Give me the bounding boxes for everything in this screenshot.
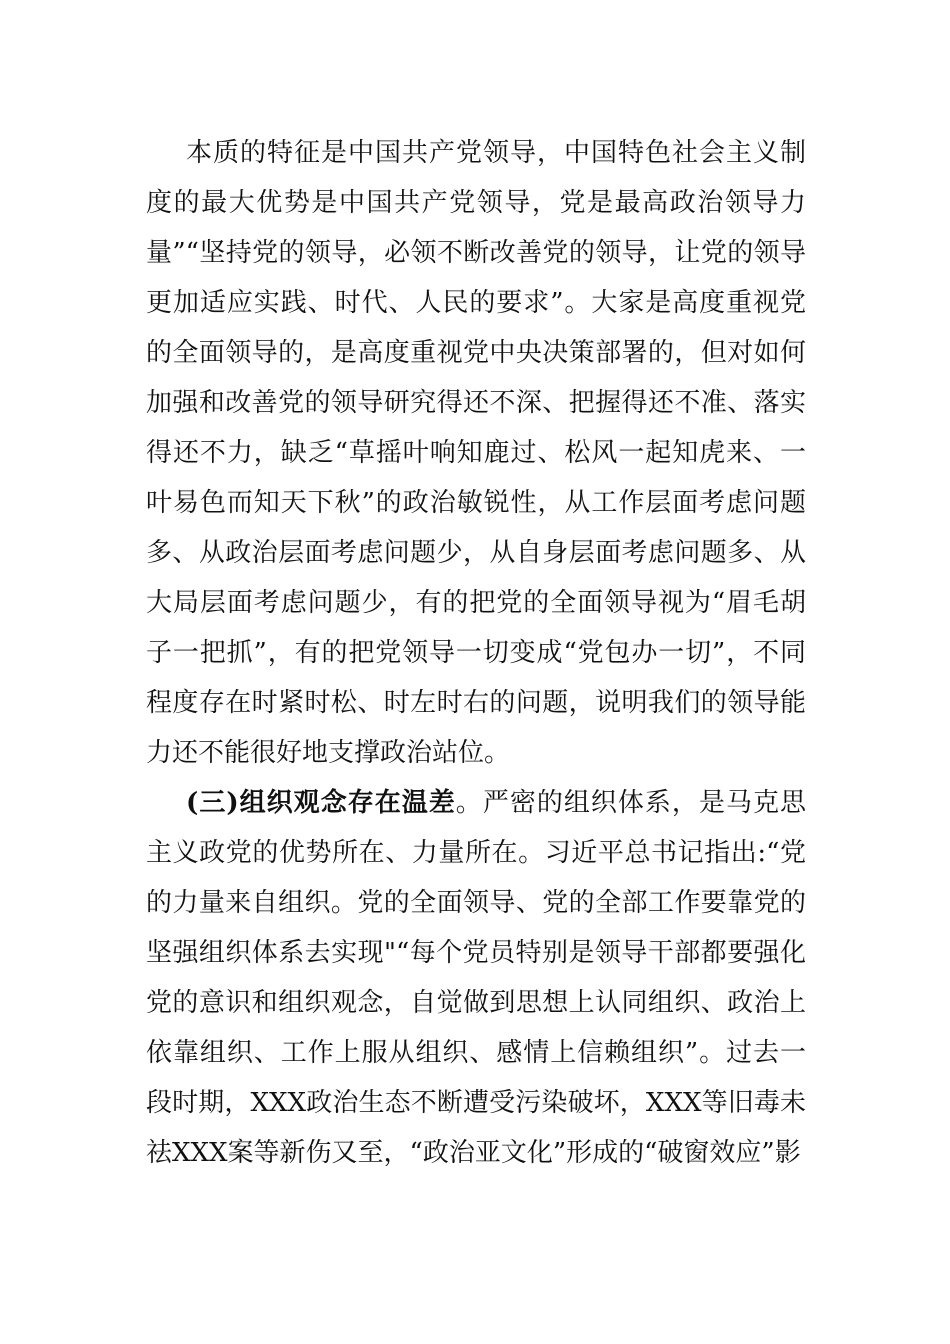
section-heading: (三)组织观念存在温差	[186, 788, 456, 818]
paragraph-2	[146, 778, 806, 1178]
paragraph-1	[146, 128, 806, 778]
document-body	[146, 128, 806, 1178]
paragraph-1-text: 本质的特征是中国共产党领导，中国特色社会主义制度的最大优势是中国共产党领导，党是最高政治领导力量”“坚持党的领导，必领不断改善党的领导，让党的领导更加适应实践、时代、人民的要求”。大家是高度重视党的全面领导的，是高度重视党中央决策部署的，但对如何加强和改善党的领导研究得还不深、把握得还不准、落实得还不力，缺乏“草摇叶响知鹿过、松风一起知虎来、一叶易色而知天下秋”的政治敏锐性，从工作层面考虑问题多、从政治层面考虑问题少，从自身层面考虑问题多、从大局层面考虑问题少，有的把党的全面领导视为“眉毛胡子一把抓”，有的把党领导一切变成“党包办一切”，不同程度存在时紧时松、时左时右的问题，说明我们的领导能力还不能很好地支撑政治站位。	[146, 138, 806, 768]
paragraph-2-text: 。严密的组织体系，是马克思主义政党的优势所在、力量所在。习近平总书记指出:“党的力量来自组织。党的全面领导、党的全部工作要靠党的坚强组织体系去实现"“每个党员特别是领导干部都要强化党的意识和组织观念，自觉做到思想上认同组织、政治上依靠组织、工作上服从组织、感情上信赖组织”。过去一段时期，XXX政治生态不断遭受污染破坏，XXX等旧毒未祛XXX案等新伤又至，“政治亚文化”形成的“破窗效应”影	[146, 788, 806, 1168]
